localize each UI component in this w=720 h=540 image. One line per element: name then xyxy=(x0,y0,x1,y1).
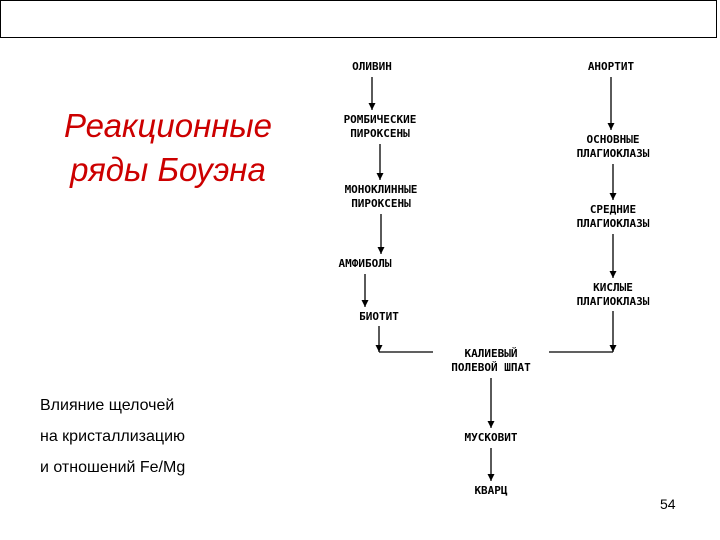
arrowhead xyxy=(378,247,385,254)
node-rhombic-pyroxenes xyxy=(344,113,417,140)
node-label: ПИРОКСЕНЫ xyxy=(351,197,411,210)
node-olivine xyxy=(352,60,392,73)
arrowhead xyxy=(608,123,615,130)
node-muscovite xyxy=(465,431,518,444)
node-label: ПЛАГИОКЛАЗЫ xyxy=(576,147,650,160)
arrowhead xyxy=(377,173,384,180)
node-label: ПОЛЕВОЙ ШПАТ xyxy=(451,361,531,374)
title-line-1: Реакционные xyxy=(63,107,273,144)
node-label: ПИРОКСЕНЫ xyxy=(350,127,410,140)
node-label: МУСКОВИТ xyxy=(464,431,518,444)
node-label: ПЛАГИОКЛАЗЫ xyxy=(576,295,650,308)
node-label: АНОРТИТ xyxy=(587,60,635,73)
arrowhead xyxy=(488,421,495,428)
arrowhead xyxy=(610,345,617,352)
node-basic-plagioclases xyxy=(577,133,650,160)
note-line-3: и отношений Fe/Mg xyxy=(40,459,186,476)
arrowhead xyxy=(376,345,383,352)
node-amphiboles xyxy=(339,257,392,270)
node-acid-plagioclases xyxy=(577,281,650,308)
title-line-2: ряды Боуэна xyxy=(70,151,266,188)
node-label: БИОТИТ xyxy=(359,310,399,323)
arrowhead xyxy=(369,103,376,110)
arrowhead xyxy=(610,193,617,200)
node-label: РОМБИЧЕСКИЕ xyxy=(343,113,417,126)
node-anorthite xyxy=(588,60,635,73)
page-number: 54 xyxy=(660,496,676,512)
arrowhead xyxy=(362,300,369,307)
note-line-1: Влияние щелочей xyxy=(40,397,175,414)
node-monoclinic-pyroxenes xyxy=(345,183,418,210)
node-label: ОСНОВНЫЕ xyxy=(586,133,640,146)
arrowhead xyxy=(488,474,495,481)
node-label: ПЛАГИОКЛАЗЫ xyxy=(576,217,650,230)
arrowhead xyxy=(610,271,617,278)
node-label: КИСЛЫЕ xyxy=(593,281,633,294)
node-label: АМФИБОЛЫ xyxy=(338,257,392,270)
node-biotite xyxy=(359,310,399,323)
node-label: МОНОКЛИННЫЕ xyxy=(344,183,418,196)
node-potassium-feldspar xyxy=(451,347,531,374)
node-label: СРЕДНИЕ xyxy=(589,203,637,216)
node-label: КВАРЦ xyxy=(474,484,508,497)
note-line-2: на кристаллизацию xyxy=(40,428,186,445)
node-intermediate-plagioclases xyxy=(577,203,650,230)
node-label: ОЛИВИН xyxy=(352,60,392,73)
node-label: КАЛИЕВЫЙ xyxy=(464,347,518,360)
node-quartz xyxy=(474,484,507,497)
